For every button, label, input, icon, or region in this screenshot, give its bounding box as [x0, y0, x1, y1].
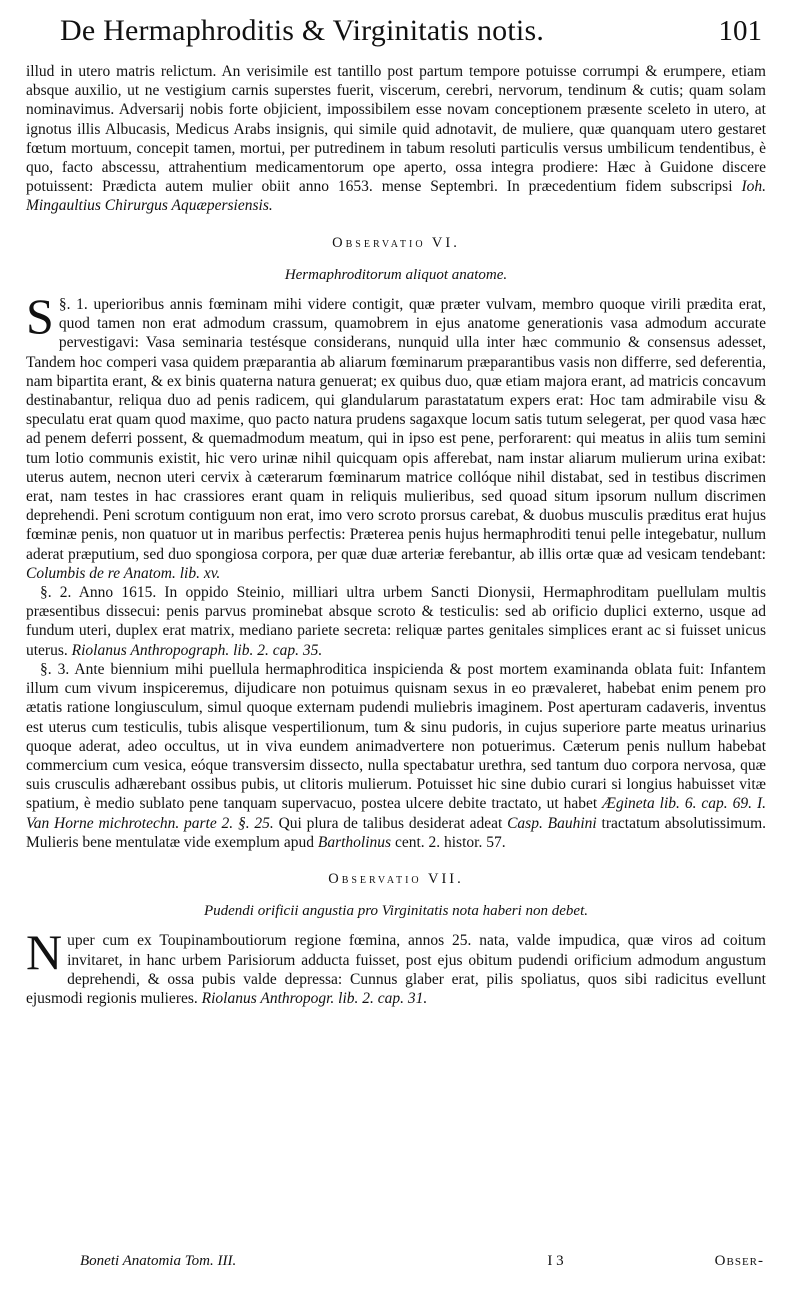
section-3-reference-2: Casp. Bauhini: [507, 814, 597, 832]
observatio-7-text: uper cum ex Toupinamboutiorum regione fœmina, annos 25. nata, valde impudica, quæ viros ad coitum invitaret, in hanc urbem Parisiorum adducta fuisset, post ejus obitum pudendi orificium admodum angustum deprehendi, & ossa pubis valde depressa: Cunnus glaber erat, pilis spoliatus, quos sibi radicitus evellunt ejusmodi regionis mulieres.: [26, 932, 766, 1007]
section-3-text-3: tractatum absolutissimum. Mulieris bene mentulatæ vide exemplum apud: [26, 814, 767, 851]
section-3-paragraph: [26, 660, 766, 852]
section-2-reference: Riolanus Anthropograph. lib. 2. cap. 35.: [71, 641, 323, 659]
section-1-reference: Columbis de re Anatom. lib. xv.: [26, 564, 221, 582]
observatio-6-heading: Observatio VI.: [332, 234, 460, 251]
observatio-7-paragraph: [26, 924, 766, 1008]
observatio-7-reference: Riolanus Anthropogr. lib. 2. cap. 31.: [201, 989, 428, 1007]
intro-paragraph: [26, 62, 766, 216]
section-2-label: §. 2.: [40, 584, 72, 602]
section-2-paragraph: [26, 583, 766, 660]
signature-mark: I 3: [547, 1253, 564, 1269]
intro-signature: Ioh. Mingaultius Chirurgus Aquæpersiensis.: [26, 178, 767, 215]
body-text: [26, 62, 766, 1008]
section-3-label: §. 3.: [40, 660, 70, 678]
section-2-text: Anno 1615. In oppido Steinio, milliari ultra urbem Sancti Dionysii, Hermaphroditam puellulam multis præsentibus dissecui: penis parvus prominebat absque scroto & testiculis: sed ab orificio duplici externo, usque ad fundum uteri, duplex erat matrix, mediano pariete secreta: reliquæ partes genitales simplices erant ac si fuisset unicus uterus.: [26, 584, 766, 659]
intro-text: illud in utero matris relictum. An verisimile est tantillo post partum tempore potuisse corrumpi & erumpere, etiam absque auxilio, ut ne vestigium carnis superstes fuerit, viscerum, cerebri, nervorum, tendinum & cutis; quam solam nominavimus. Adversarij nobis forte objicient, impossibilem esse novam conceptionem præsente sceleto in utero, at ignotus illis Albucasis, Medicus Arabs insignis, qui simile quid adnotavit, de muliere, quæ quanquam utero gestaret fœtum mortuum, concepit tamen, mortui, per putredinem in tabum resoluti particulis versus umbilicum tendentibus, è quo, facto abscessu, attrahentium medicamentorum ope aperto, ossa integra prodiere: Hæc à Guidone discere potuissent: Prædicta autem mulier obiit anno 1653. mense Septembri. In præcedentium fidem subscripsi: [26, 63, 766, 196]
running-title: De Hermaphroditis & Virginitatis notis.: [60, 14, 545, 47]
observatio-6-subheading: Hermaphroditorum aliquot anatome.: [284, 266, 508, 283]
section-3-text-4: cent. 2. histor. 57.: [394, 833, 506, 851]
section-1-dropcap: S: [26, 288, 54, 345]
section-3-reference-3: Bartholinus: [317, 833, 392, 851]
section-3-reference-1: Ægineta lib. 6. cap. 69. I. Van Horne michrotechn. parte 2. §. 25.: [26, 795, 766, 832]
observatio-7-subheading: Pudendi orificii angustia pro Virginitatis nota haberi non debet.: [203, 903, 588, 920]
observatio-7-dropcap: N: [26, 924, 63, 981]
section-1-text: uperioribus annis fœminam mihi videre contigit, quæ præter vulvam, membro quoque virili prædita erat, quod tamen non erat admodum crassum, quamobrem in ejus anatome generationis vasa admodum accurate pervestigavi: Vasa seminaria testésque considerans, nunquid ulla inter hæc communio & consensus adesset, Tandem hoc comperi vasa quidem præparantia ab aliarum fœminarum præparantibus vasis non differre, sed deferentia, nam bipartita erant, & ex binis quaterna natura genuerat; ex quibus duo, quæ etiam majora erant, ad matricis concavum destinabantur, reliqua duo ad penis radicem, qui glandularum parastatatum expers erat: Hoc tam admirabile visu & speculatu erat quam quod maxime, quo pacto natura prudens sagaxque locum satis tutum selegerat, per quod vasa hæc ad penem deferri possent, & quemadmodum meatum, qui in ipso est pene, perforarent: qui meatus in aliis tum semini tum lotio communis existit, hic vero urinæ nihil quicquam opis afferebat, nam instar aliarum mulierum urina exibat: uterus autem, necnon uteri cervix à cæterarum fœminarum matrice collóque nihil distabat, sed in testibus discrimen erat, nam testes in hac crassiores erant quam in reliquis mulieribus, sed quoad situm ipsorum nullum discrimen deprehendi. Peni scrotum contiguum non erat, imo vero scroto prorsus carebat, & duobus musculis præditus erat hujus fœminæ penis, non quatuor ut in maribus perfectis: Præterea penis hujus hermaphroditi tenui pelle integebatur, nullum aderat præputium, sed duo spongiosa corpora, per quæ duæ arteriæ ferebantur, ab illis ortæ quæ ad vesicam tendebant:: [26, 296, 766, 563]
volume-line: Boneti Anatomia Tom. III.: [80, 1253, 237, 1269]
section-1-paragraph: [26, 288, 766, 583]
running-head: [26, 14, 766, 62]
page-number: 101: [718, 15, 762, 47]
observatio-7-heading: Observatio VII.: [328, 870, 464, 887]
section-3-text: Ante biennium mihi puellula hermaphroditica inspicienda & post mortem examinanda oblata fuit: Infantem illum cum vivum inspiceremus, dijudicare non potuimus quisnam sexus in eo prævaleret, habebat enim penem pro ætatis ratione longiusculum, simul quoque externam pudendi muliebris imaginem. Post aperturam cadaveris, inventus est uterus cum testiculis, tubis alisque vespertilionum, tum & sinu pudoris, in cujus superiore parte meatus urinarius quoque aderat, adeo occultus, ut in viva eundem animadvertere non potuerimus. Cæterum penis nullum habebat commercium cum vesica, eóque transversim dissecto, nulla spectabatur urethra, sed tantum duo corpora nervosa, quæ suis crusculis adhærebant ossibus pubis, ut clitoris mulierum. Potuisset hic sine dubio curari si longius habuisset vitæ spatium, è medio sublato pene tanquam supervacuo, postea ulcere debite tractato, ut habet: [26, 660, 766, 813]
section-3-text-2: Qui plura de talibus desiderat adeat: [278, 814, 503, 832]
page-footer: [80, 1253, 764, 1270]
catchword: Obser-: [714, 1253, 764, 1269]
section-1-label: §. 1.: [58, 296, 88, 314]
